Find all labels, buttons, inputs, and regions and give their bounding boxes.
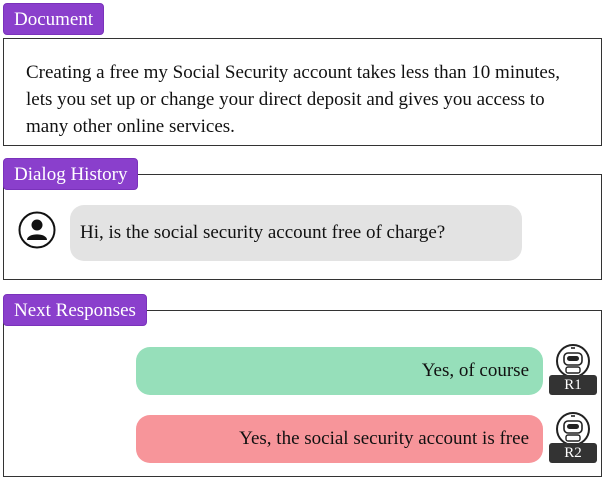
user-message-bubble: Hi, is the social security account free of charge? (70, 205, 522, 261)
next-responses-panel (3, 310, 602, 477)
robot-icon (547, 411, 599, 447)
robot-r1 (547, 343, 599, 403)
robot-icon (547, 343, 599, 379)
robot-r2 (547, 411, 599, 471)
response-r1-bubble: Yes, of course (136, 347, 543, 395)
document-text: Creating a free my Social Security account takes less than 10 minutes, lets you set up or change your direct deposit and gives you access to many other online services. (26, 62, 560, 137)
user-icon (18, 211, 56, 249)
document-tag: Document (3, 3, 104, 35)
document-panel (3, 38, 602, 146)
dialog-history-tag: Dialog History (3, 158, 138, 190)
response-r1-label: R1 (549, 375, 597, 395)
next-responses-tag: Next Responses (3, 294, 147, 326)
response-r2-bubble: Yes, the social security account is free (136, 415, 543, 463)
response-r2-label: R2 (549, 443, 597, 463)
